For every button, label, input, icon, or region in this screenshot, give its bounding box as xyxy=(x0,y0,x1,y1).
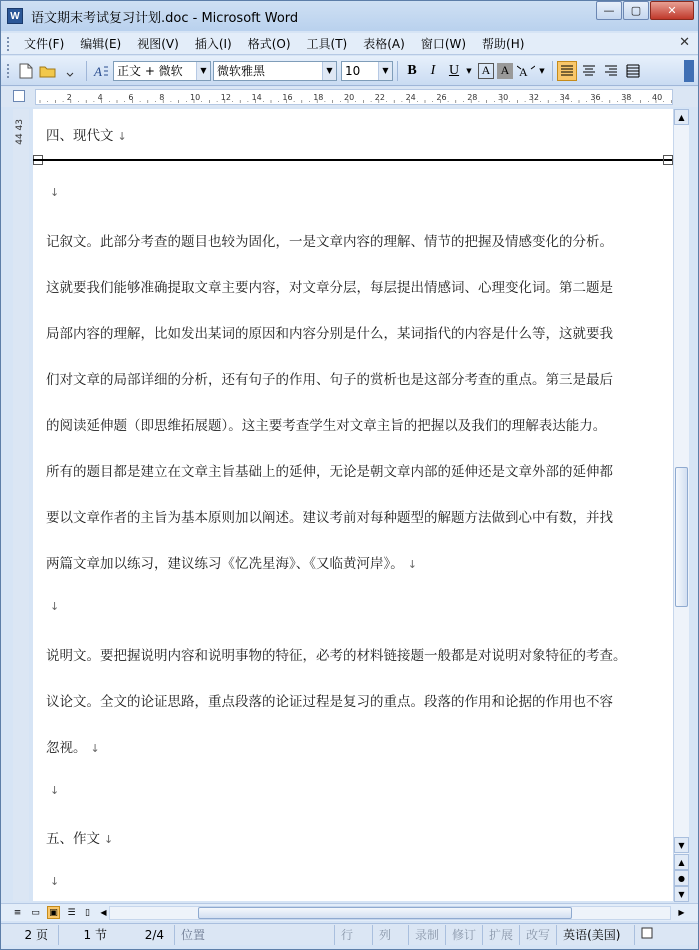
normal-view-icon[interactable]: ≡ xyxy=(13,907,22,918)
chevron-down-icon[interactable]: ▼ xyxy=(322,62,336,80)
status-section: 1 节 xyxy=(83,927,107,942)
horizontal-scroll-thumb[interactable] xyxy=(198,907,572,919)
menu-tools[interactable]: 工具(T) xyxy=(306,36,348,51)
ruler-tick-label: 14 xyxy=(251,93,262,102)
distributed-align-icon[interactable] xyxy=(623,61,643,81)
doc-line-text: 议论文。全文的论证思路，重点段落的论证过程是复习的重点。段落的作用和论据的作用也不容 xyxy=(46,694,613,710)
word-app-icon[interactable]: W xyxy=(7,8,23,24)
doc-line xyxy=(46,368,617,388)
doc-line-text: 说明文。要把握说明内容和说明事物的特征，必考的材料链接题一般都是对说明对象特征的考查。 xyxy=(46,648,627,664)
ruler-tick-label: 26 xyxy=(436,93,447,102)
menu-window[interactable]: 窗口(W) xyxy=(420,36,467,51)
bold-button[interactable]: B xyxy=(407,62,417,78)
next-page-icon[interactable]: ▼ xyxy=(674,886,689,902)
doc-line xyxy=(46,124,127,144)
paragraph-mark: ↓ xyxy=(117,130,127,143)
character-shading-button[interactable]: A xyxy=(497,63,513,79)
status-page: 2 页 xyxy=(1,925,59,945)
ruler-tick-label: 40 xyxy=(652,93,663,102)
spelling-status-icon[interactable] xyxy=(635,925,659,945)
previous-page-icon[interactable]: ▲ xyxy=(674,854,689,870)
ruler-tick-label: 4 xyxy=(97,93,103,102)
font-select[interactable] xyxy=(213,61,337,81)
ruler-tick-label: 38 xyxy=(621,93,632,102)
toolbar-separator xyxy=(86,61,87,81)
window-title: 语文期末考试复习计划.doc - Microsoft Word xyxy=(31,10,299,26)
paragraph-mark: ↓ xyxy=(104,833,114,846)
toolbar-grip[interactable] xyxy=(7,64,10,78)
web-layout-icon[interactable]: ▭ xyxy=(31,907,40,918)
ruler-tick-label: 12 xyxy=(220,93,231,102)
style-select[interactable] xyxy=(113,61,211,81)
ruler-tick-label: 6 xyxy=(128,93,134,102)
doc-line xyxy=(46,690,617,710)
doc-line xyxy=(46,736,100,756)
toolbar-separator xyxy=(552,61,553,81)
close-button[interactable]: ✕ xyxy=(650,1,694,20)
document-page[interactable] xyxy=(33,109,673,901)
status-record[interactable]: 录制 xyxy=(409,925,446,945)
ruler-tick-label: 36 xyxy=(590,93,601,102)
menu-format[interactable]: 格式(O) xyxy=(247,36,291,51)
doc-line-text: 所有的题目都是建立在文章主旨基础上的延伸，无论是朝文章内部的延伸还是文章外部的延伸都 xyxy=(46,464,613,480)
tab-stop-selector-icon[interactable] xyxy=(13,90,25,102)
font-size-value: 10 xyxy=(345,63,361,78)
ruler-ticks xyxy=(36,90,672,104)
paragraph-mark: ↓ xyxy=(90,742,100,755)
ruler-tick-label: 24 xyxy=(405,93,416,102)
paragraph-mark: ↓ xyxy=(50,784,60,797)
open-folder-icon[interactable] xyxy=(38,61,58,81)
close-document-icon[interactable]: ✕ xyxy=(679,35,690,50)
menu-bar xyxy=(1,33,698,55)
svg-text:A: A xyxy=(94,63,102,79)
toolbar-overflow-button[interactable] xyxy=(684,60,694,82)
ruler-tick-label: 32 xyxy=(528,93,539,102)
page-break-marker-right xyxy=(663,155,673,165)
ruler-tick-label: 16 xyxy=(282,93,293,102)
ruler-row xyxy=(1,87,698,107)
status-position: 位置 xyxy=(175,925,335,945)
horizontal-scroll-row xyxy=(1,903,698,921)
status-page-count: 2/4 xyxy=(117,925,175,945)
status-bar xyxy=(1,923,698,945)
menubar-grip[interactable] xyxy=(7,37,10,51)
menu-view[interactable]: 视图(V) xyxy=(137,36,179,51)
title-bar xyxy=(1,1,698,31)
doc-line-text: 局部内容的理解，比如发出某词的原因和内容分别是什么，某词指代的内容是什么等，这就要我 xyxy=(46,326,613,342)
scroll-up-icon[interactable]: ▲ xyxy=(674,109,689,125)
status-column: 列 xyxy=(373,925,409,945)
underline-button[interactable]: U xyxy=(448,62,460,78)
doc-line-text: 忽视。 xyxy=(46,740,87,756)
toolbar-options-icon[interactable] xyxy=(60,61,80,81)
menu-edit[interactable]: 编辑(E) xyxy=(80,36,122,51)
align-center-icon[interactable] xyxy=(579,61,599,81)
chevron-down-icon[interactable]: ▼ xyxy=(466,66,472,75)
ruler-tick-label: 28 xyxy=(467,93,478,102)
vertical-ruler-label: 44 43 xyxy=(15,119,25,145)
align-justify-icon[interactable] xyxy=(557,61,577,81)
page-break-line xyxy=(33,159,673,161)
character-border-button[interactable]: A xyxy=(478,63,494,79)
doc-line-text: 五、作文 xyxy=(46,831,100,847)
ruler-tick-label: 22 xyxy=(374,93,385,102)
vertical-scrollbar[interactable] xyxy=(673,109,689,901)
styles-pane-icon[interactable] xyxy=(91,61,111,81)
outline-view-icon[interactable]: ☰ xyxy=(67,907,76,918)
new-document-icon[interactable] xyxy=(16,61,36,81)
doc-line xyxy=(46,460,617,480)
svg-text:A: A xyxy=(519,64,528,78)
doc-line-text: 四、现代文 xyxy=(46,128,114,144)
minimize-button[interactable]: — xyxy=(596,1,622,20)
doc-line-text: 的阅读延伸题（即思维拓展题）。这主要考查学生对文章主旨的把握以及我们的理解表达能力。 xyxy=(46,418,607,434)
italic-button[interactable]: I xyxy=(430,62,436,78)
doc-line xyxy=(46,230,617,250)
scroll-right-icon[interactable]: ▶ xyxy=(678,908,685,917)
chevron-down-icon[interactable]: ▼ xyxy=(378,62,392,80)
ruler-tick-label: 8 xyxy=(159,93,165,102)
window-controls xyxy=(595,1,694,20)
status-overwrite[interactable]: 改写 xyxy=(520,925,557,945)
ruler-tick-label: 34 xyxy=(559,93,570,102)
doc-line xyxy=(46,414,610,434)
doc-line xyxy=(46,506,617,526)
toolbar-separator xyxy=(397,61,398,81)
ruler-tick-label: 30 xyxy=(498,93,509,102)
doc-line-text: 们对文章的局部详细的分析，还有句子的作用、句子的赏析也是这部分考查的重点。第三是最后 xyxy=(46,372,613,388)
select-browse-object-icon[interactable]: ● xyxy=(674,870,689,886)
doc-line xyxy=(46,276,617,296)
doc-line-text: 两篇文章加以练习，建议练习《忆冼星海》、《又临黄河岸》。 xyxy=(46,556,404,572)
status-language[interactable]: 英语(美国) xyxy=(557,925,635,945)
align-right-icon[interactable] xyxy=(601,61,621,81)
doc-line-text: 记叙文。此部分考查的题目也较为固化，一是文章内容的理解、情节的把握及情感变化的分析。 xyxy=(46,234,613,250)
horizontal-scrollbar[interactable] xyxy=(109,906,671,920)
doc-line xyxy=(46,552,417,572)
character-scaling-icon[interactable] xyxy=(516,61,536,81)
font-select-value: 微软雅黑 xyxy=(217,64,266,78)
menu-table[interactable]: 表格(A) xyxy=(363,36,405,51)
horizontal-ruler[interactable] xyxy=(35,89,673,105)
doc-line xyxy=(46,184,59,200)
formatting-toolbar xyxy=(1,56,698,86)
doc-line xyxy=(46,644,631,664)
doc-line xyxy=(46,782,59,798)
doc-line xyxy=(46,827,113,847)
status-line: 行 xyxy=(335,925,373,945)
scroll-left-icon[interactable]: ◀ xyxy=(100,908,107,917)
doc-line xyxy=(46,598,59,614)
print-layout-icon[interactable]: ▣ xyxy=(47,906,60,919)
paragraph-mark: ↓ xyxy=(50,600,60,613)
menu-insert[interactable]: 插入(I) xyxy=(194,36,232,51)
doc-line-text: 这就要我们能够准确提取文章主要内容，对文章分层，每层提出情感词、心理变化词。第二题是 xyxy=(46,280,613,296)
font-size-select[interactable] xyxy=(341,61,393,81)
menu-help[interactable]: 帮助(H) xyxy=(482,36,525,51)
doc-line-text: 要以文章作者的主旨为基本原则加以阐述。建议考前对每种题型的解题方法做到心中有数，并找 xyxy=(46,510,613,526)
paragraph-mark: ↓ xyxy=(407,558,417,571)
vertical-scroll-thumb[interactable] xyxy=(675,467,688,607)
vertical-ruler[interactable] xyxy=(13,109,29,901)
scroll-down-icon[interactable]: ▼ xyxy=(674,837,689,853)
style-select-value: 正文 + 微软 xyxy=(117,64,183,78)
ruler-tick-label: 10 xyxy=(190,93,201,102)
doc-line xyxy=(46,322,617,342)
reading-layout-icon[interactable]: ▯ xyxy=(85,907,90,918)
ruler-tick-label: 18 xyxy=(313,93,324,102)
doc-line xyxy=(46,873,59,889)
paragraph-mark: ↓ xyxy=(50,875,60,888)
chevron-down-icon[interactable]: ▼ xyxy=(539,66,545,75)
chevron-down-icon[interactable]: ▼ xyxy=(196,62,210,80)
status-revision[interactable]: 修订 xyxy=(446,925,483,945)
status-extend[interactable]: 扩展 xyxy=(483,925,520,945)
paragraph-mark: ↓ xyxy=(50,186,60,199)
maximize-button[interactable]: ▢ xyxy=(623,1,649,20)
ruler-tick-label: 20 xyxy=(344,93,355,102)
ruler-tick-label: 2 xyxy=(66,93,72,102)
menu-file[interactable]: 文件(F) xyxy=(24,36,65,51)
